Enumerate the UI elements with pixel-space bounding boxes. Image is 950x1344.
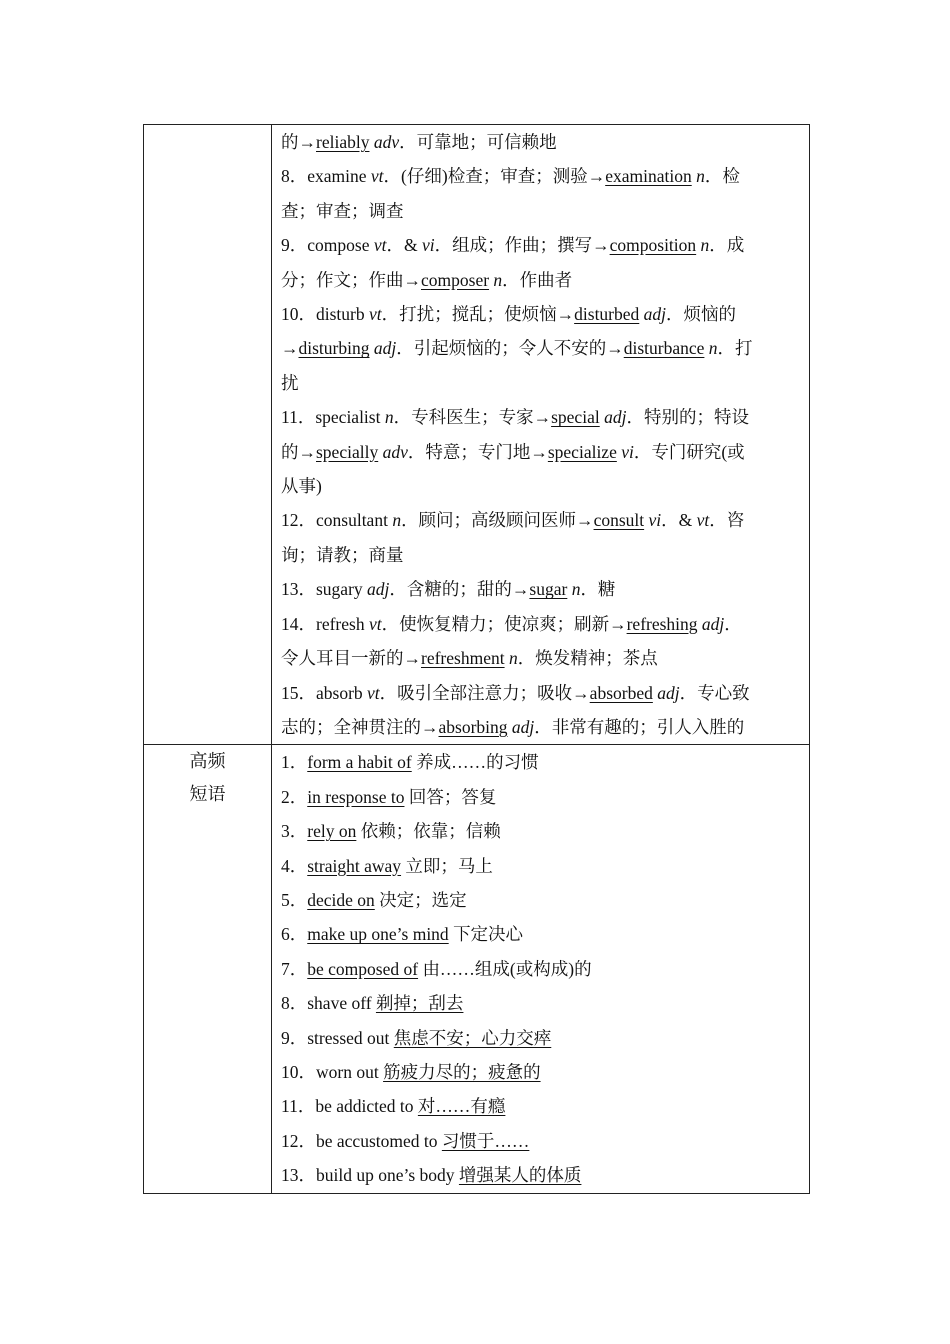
phrase-entry — [281, 1124, 801, 1158]
word-list-cell — [272, 125, 810, 745]
line-text: ．非常有趣的；引人入胜的 — [534, 716, 745, 737]
line-text: 的→ — [281, 132, 316, 152]
part-of-speech: vt — [370, 166, 384, 187]
line-text: 下定决心 — [448, 924, 524, 945]
answer-word: refreshment — [421, 648, 505, 669]
line-text: 扰 — [281, 372, 299, 393]
part-of-speech: n — [571, 579, 581, 600]
answer-word: specially — [316, 441, 379, 462]
line-text: ．使恢复精力；使凉爽；刷新→ — [381, 613, 627, 634]
line-text: 查；审查；调查 — [281, 200, 404, 221]
answer-word: absorbed — [589, 682, 653, 703]
answer-word: refreshing — [626, 613, 698, 634]
word-entry-line — [281, 366, 801, 400]
word-entry-line — [281, 297, 801, 331]
word-entry-line — [281, 607, 801, 641]
line-text: ．顾问；高级顾问医师→ — [401, 510, 594, 531]
part-of-speech: n — [384, 407, 394, 428]
line-text: ．打扰；搅乱；使烦恼→ — [381, 304, 575, 325]
line-text: 从事) — [281, 476, 322, 497]
part-of-speech: vt — [368, 613, 382, 634]
word-entry-line — [281, 159, 801, 193]
part-of-speech: adj — [367, 579, 390, 600]
word-entry-line — [281, 263, 801, 297]
part-of-speech: vt — [369, 304, 382, 325]
part-of-speech: n — [700, 235, 710, 256]
part-of-speech: vt — [373, 235, 387, 256]
part-of-speech: n — [392, 510, 402, 531]
line-text: 8．examine — [281, 166, 371, 187]
phrase-entry — [281, 1089, 801, 1123]
answer-word: in response to — [307, 786, 405, 807]
phrase-entry — [281, 1158, 801, 1192]
word-entry-line — [281, 331, 801, 365]
line-text: 决定；选定 — [374, 889, 467, 910]
word-entry-line — [281, 503, 801, 537]
line-text: 令人耳目一新的→ — [281, 648, 421, 669]
part-of-speech: adj — [373, 338, 397, 359]
answer-word: specialize — [547, 441, 617, 462]
line-text: ．(仔细)检查；审查；测验→ — [383, 166, 606, 187]
part-of-speech: vi — [621, 441, 634, 462]
line-text: 13．build up one’s body — [281, 1165, 459, 1186]
line-text: ．作曲者 — [502, 269, 573, 290]
line-text: 7． — [281, 958, 308, 979]
line-text: 6． — [281, 924, 308, 945]
word-entry-line — [281, 400, 801, 434]
line-text: ．专心致 — [679, 682, 750, 703]
line-text: 13．sugary — [281, 579, 368, 600]
line-text: → — [281, 338, 299, 359]
line-text: 10．disturb — [281, 304, 369, 325]
word-entry-line — [281, 228, 801, 262]
answer-word: 对……有瘾 — [417, 1096, 506, 1117]
part-of-speech: adv — [373, 132, 400, 152]
answer-word: 焦虑不安；心力交瘁 — [393, 1027, 552, 1048]
part-of-speech: n — [708, 338, 718, 359]
phrase-entry — [281, 917, 801, 951]
line-text: ．焕发精神；茶点 — [517, 648, 658, 669]
answer-word: examination — [605, 166, 692, 187]
answer-word: 剃掉；刮去 — [375, 993, 464, 1014]
line-text: 4． — [281, 855, 308, 876]
phrase-entry — [281, 883, 801, 917]
word-entry-line — [281, 125, 801, 159]
part-of-speech: vt — [696, 510, 710, 531]
line-text: ．吸引全部注意力；吸收→ — [379, 682, 590, 703]
answer-word: make up one’s mind — [307, 924, 449, 945]
answer-word: sugar — [529, 579, 568, 600]
line-text: ．& — [386, 235, 422, 256]
line-text: 1． — [281, 752, 308, 773]
part-of-speech: adj — [657, 682, 680, 703]
category-cell-empty — [144, 125, 272, 745]
line-text: ． — [724, 613, 742, 634]
table-row-phrases — [144, 745, 810, 1193]
phrase-entry — [281, 986, 801, 1020]
line-text: 9．stressed out — [281, 1027, 394, 1048]
line-text: ．& — [661, 510, 697, 531]
line-text: ．含糖的；甜的→ — [389, 579, 530, 600]
part-of-speech: adv — [382, 441, 408, 462]
answer-word: disturbance — [623, 338, 705, 359]
answer-word: straight away — [307, 855, 402, 876]
answer-word: be composed of — [307, 958, 419, 979]
part-of-speech: n — [696, 166, 705, 187]
answer-word: consult — [593, 510, 645, 531]
line-text: 由……组成(或构成)的 — [418, 958, 592, 979]
table-row-words — [144, 125, 810, 745]
line-text: 8．shave off — [281, 993, 376, 1014]
word-entry-line — [281, 641, 801, 675]
answer-word: composition — [609, 235, 697, 256]
line-text: 5． — [281, 889, 308, 910]
phrase-entry — [281, 1055, 801, 1089]
line-text: ．成 — [709, 235, 745, 256]
line-text: 11．be addicted to — [281, 1096, 418, 1117]
line-text: 养成……的习惯 — [411, 752, 539, 773]
line-text: ．咨 — [709, 510, 745, 531]
line-text: 的→ — [281, 441, 316, 462]
word-entry-line — [281, 538, 801, 572]
line-text: ．检 — [704, 166, 740, 187]
part-of-speech: n — [493, 269, 503, 290]
part-of-speech: vi — [421, 235, 435, 256]
word-entry-line — [281, 676, 801, 710]
phrase-entry — [281, 849, 801, 883]
line-text: 10．worn out — [281, 1061, 384, 1082]
phrase-entry — [281, 814, 801, 848]
line-text: ．专门研究(或 — [633, 441, 745, 462]
part-of-speech: vt — [367, 682, 380, 703]
phrase-entry — [281, 780, 801, 814]
word-entry-line — [281, 572, 801, 606]
phrase-entry — [281, 745, 801, 779]
answer-word: decide on — [307, 889, 375, 910]
part-of-speech: adj — [511, 716, 535, 737]
category-label-line-2: 短语 — [189, 784, 226, 805]
phrase-entry — [281, 1021, 801, 1055]
category-cell — [144, 745, 272, 1193]
line-text: ．特别的；特设 — [626, 407, 749, 428]
line-text: 14．refresh — [281, 613, 369, 634]
line-text: 立即；马上 — [401, 855, 493, 876]
answer-word: disturbed — [574, 304, 640, 325]
answer-word: 增强某人的体质 — [458, 1165, 582, 1186]
part-of-speech: n — [508, 648, 518, 669]
phrase-list — [272, 745, 809, 1192]
part-of-speech: adj — [701, 613, 725, 634]
line-text: ．糖 — [580, 579, 616, 600]
answer-word: composer — [421, 269, 490, 290]
answer-word: reliably — [316, 132, 370, 152]
line-text: 回答；答复 — [404, 786, 497, 807]
vocabulary-table — [143, 124, 810, 1194]
line-text: ．专科医生；专家→ — [393, 407, 552, 428]
line-text: 依赖；依靠；信赖 — [356, 821, 501, 842]
part-of-speech: adj — [604, 407, 627, 428]
part-of-speech: vi — [648, 510, 662, 531]
line-text: ．可靠地；可信赖地 — [399, 132, 557, 152]
word-entry-line — [281, 435, 801, 469]
answer-word: rely on — [307, 821, 357, 842]
phrase-entry — [281, 952, 801, 986]
answer-word: absorbing — [438, 716, 508, 737]
word-entry-line — [281, 469, 801, 503]
answer-word: form a habit of — [307, 752, 412, 773]
line-text: 15．absorb — [281, 682, 368, 703]
category-label-line-1: 高频 — [189, 751, 226, 772]
line-text: ．打 — [717, 338, 753, 359]
line-text: 9．compose — [281, 235, 374, 256]
answer-word: disturbing — [298, 338, 370, 359]
line-text: 询；请教；商量 — [281, 544, 404, 565]
line-text: 11．specialist — [281, 407, 385, 428]
phrase-list-cell — [272, 745, 810, 1193]
line-text: ．特意；专门地→ — [407, 441, 548, 462]
line-text: ．引起烦恼的；令人不安的→ — [396, 338, 624, 359]
answer-word: special — [551, 407, 600, 428]
line-text: ．烦恼的 — [666, 304, 737, 325]
part-of-speech: adj — [643, 304, 667, 325]
word-entry-line — [281, 194, 801, 228]
line-text: 12．consultant — [281, 510, 393, 531]
line-text: 12．be accustomed to — [281, 1130, 442, 1151]
word-entry-line — [281, 710, 801, 744]
answer-word: 习惯于…… — [441, 1130, 530, 1151]
answer-word: 筋疲力尽的；疲惫的 — [383, 1061, 541, 1082]
line-text: 志的；全神贯注的→ — [281, 716, 439, 737]
line-text: 分；作文；作曲→ — [281, 269, 421, 290]
word-list — [272, 125, 809, 744]
line-text: 3． — [281, 821, 308, 842]
line-text: 2． — [281, 786, 308, 807]
line-text: ．组成；作曲；撰写→ — [434, 235, 610, 256]
